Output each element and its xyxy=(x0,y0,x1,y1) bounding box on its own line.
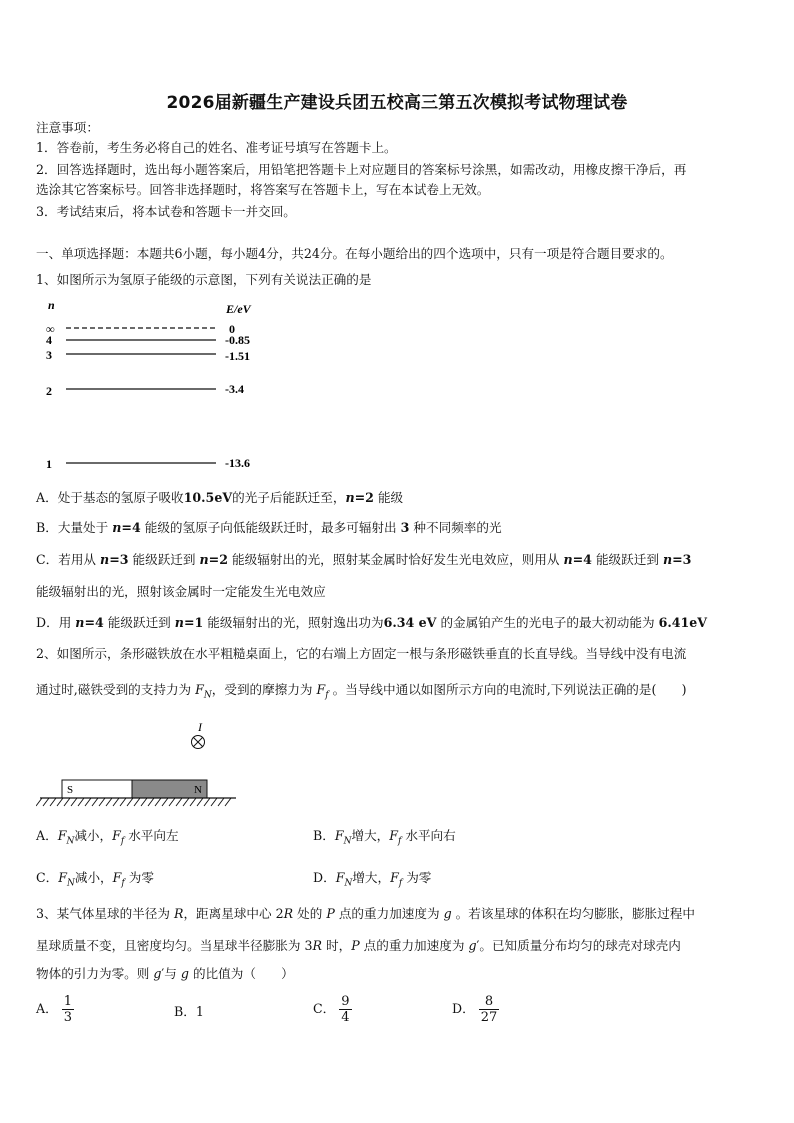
level-e-2: -3.4 xyxy=(225,382,244,396)
level-e-1: -13.6 xyxy=(225,456,250,470)
notice-item-3: 3．考试结束后，将本试卷和答题卡一并交回。 xyxy=(36,204,296,219)
q1-stem: 1、如图所示为氢原子能级的示意图，下列有关说法正确的是 xyxy=(36,272,372,287)
level-e-3-value: -1.51 xyxy=(225,349,250,363)
fraction-c: $\frac{9}{4}$ xyxy=(341,994,350,1025)
q2-option-d: D．$F_N$增大，$F_f$ 为零 xyxy=(313,870,432,889)
n-pole-label: N xyxy=(194,784,202,796)
magnet-diagram xyxy=(36,718,246,810)
level-n-3: 3 xyxy=(46,348,52,362)
q3-stem-line3: 物体的引力为零。则 g′与 g 的比值为（ ） xyxy=(36,966,294,981)
q2-option-c: C．$F_N$减小，$F_f$ 为零 xyxy=(36,870,154,889)
q1-option-c-cont: 能级辐射出的光，照射该金属时一定能发生光电效应 xyxy=(36,584,326,599)
q1-option-c: C．若用从 n=3 能级跃迁到 n=2 能级辐射出的光，照射某金属时恰好发生光电效应，则用从 n=4 能级跃迁到 n=3 xyxy=(36,552,692,567)
fraction-d: $\frac{8}{27}$ xyxy=(480,994,498,1025)
notice-item-2: 2．回答选择题时，选出每小题答案后，用铅笔把答题卡上对应题目的答案标号涂黑，如需改动，用橡皮擦干净后，再 xyxy=(36,162,687,177)
notice-item-1: 1．答卷前，考生务必将自己的姓名、准考证号填写在答题卡上。 xyxy=(36,140,397,155)
q1-option-a: A．处于基态的氢原子吸收10.5eV的光子后能跃迁至，n=2 能级 xyxy=(36,490,404,505)
page-title: 2026届新疆生产建设兵团五校高三第五次模拟考试物理试卷 xyxy=(166,93,628,113)
q3-option-a: A． $\frac{1}{3}$ xyxy=(36,994,72,1025)
q2-option-a: A．$F_N$减小，$F_f$ 水平向左 xyxy=(36,828,179,847)
level-e-4: -0.85 xyxy=(225,333,250,347)
q2-stem-line2: 通过时,磁铁受到的支持力为 $F_N$，受到的摩擦力为 $F_f$ 。当导线中通以如图所示方向的电流时,下列说法正确的是( ) xyxy=(36,682,687,701)
level-n-1: 1 xyxy=(46,457,52,471)
q1-option-d: D．用 n=4 能级跃迁到 n=1 能级辐射出的光，照射逸出功为6.34 eV 的金属铂产生的光电子的最大初动能为 6.41eV xyxy=(36,615,708,630)
fraction-a: $\frac{1}{3}$ xyxy=(63,994,72,1025)
q3-option-c: C． $\frac{9}{4}$ xyxy=(313,994,350,1025)
q3-option-d: D． $\frac{8}{27}$ xyxy=(452,994,498,1025)
level-n-2: 2 xyxy=(46,384,52,398)
level-n-inf: ∞ xyxy=(46,322,55,336)
q2-option-b: B．$F_N$增大，$F_f$ 水平向右 xyxy=(313,828,456,847)
q3-option-b: B．1 xyxy=(174,1004,204,1019)
s-pole-label: S xyxy=(67,784,74,796)
level-e-inf: 0 xyxy=(229,322,235,336)
energy-level-diagram xyxy=(36,296,276,476)
current-into-page-icon xyxy=(192,736,205,749)
n-axis-label: n xyxy=(48,298,55,312)
notice-item-2-cont: 选涂其它答案标号。回答非选择题时，将答案写在答题卡上，写在本试卷上无效。 xyxy=(36,182,490,197)
current-label: I xyxy=(198,720,202,734)
level-n-4: 4 xyxy=(46,333,52,347)
table-hatching xyxy=(36,798,231,806)
q3-stem-line2: 星球质量不变，且密度均匀。当星球半径膨胀为 3R 时，P 点的重力加速度为 g′。已知质量分布均匀的球壳对球壳内 xyxy=(36,938,681,953)
notice-heading: 注意事项： xyxy=(36,120,99,135)
q3-stem-line1: 3、某气体星球的半径为 R，距离星球中心 2R 处的 P 点的重力加速度为 g 。若该星球的体积在均匀膨胀，膨胀过程中 xyxy=(36,906,695,921)
section-heading: 一、单项选择题：本题共6小题，每小题4分，共24分。在每小题给出的四个选项中，只有一项是符合题目要求的。 xyxy=(36,246,673,261)
q1-option-b: B．大量处于 n=4 能级的氢原子向低能级跃迁时，最多可辐射出 3 种不同频率的光 xyxy=(36,520,502,535)
q2-stem-line1: 2、如图所示，条形磁铁放在水平粗糙桌面上，它的右端上方固定一根与条形磁铁垂直的长直导线。当导线中没有电流 xyxy=(36,646,687,661)
energy-axis-label: E/eV xyxy=(226,302,251,316)
